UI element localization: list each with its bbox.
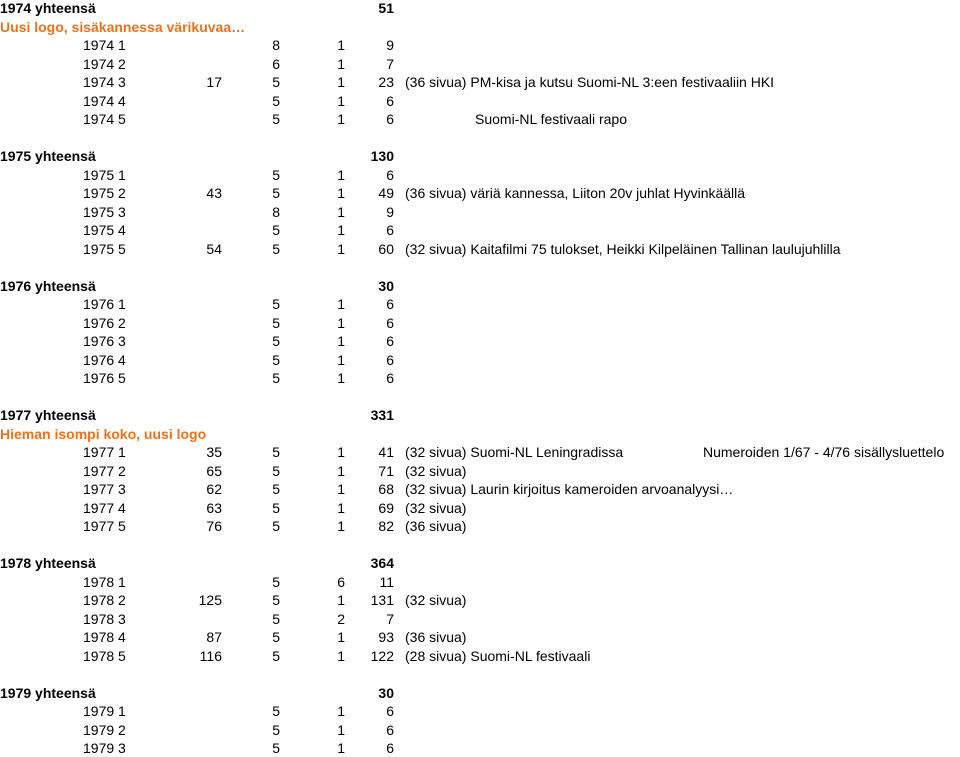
year-total-row <box>0 0 960 17</box>
issue-b-cell: 5 <box>272 499 280 516</box>
issue-desc1-cell: (36 sivua) <box>405 518 467 534</box>
year-total-label: 1974 yhteensä <box>0 0 96 16</box>
issue-c-cell: 6 <box>337 573 345 590</box>
issue-row <box>0 240 960 258</box>
issue-row <box>0 591 960 609</box>
issue-b-cell: 5 <box>272 647 280 664</box>
issue-b-cell: 5 <box>272 240 280 257</box>
issue-id-cell: 1976 1 <box>83 296 126 312</box>
issue-c-cell: 1 <box>337 92 345 109</box>
issue-desc3-cell: Numeroiden 1/67 - 4/76 sisällysluettelo <box>703 444 945 460</box>
year-note-row <box>0 18 960 36</box>
issue-c-cell: 1 <box>337 518 345 534</box>
year-note: Uusi logo, sisäkannessa värikuvaa… <box>0 18 246 35</box>
issue-b-cell: 5 <box>272 481 280 497</box>
blank-row <box>0 258 960 276</box>
issue-b-cell: 6 <box>272 55 280 72</box>
issue-c-cell: 1 <box>337 647 345 664</box>
issue-d-cell: 6 <box>386 166 394 183</box>
issue-id-cell: 1975 4 <box>83 222 126 238</box>
issue-id-cell: 1976 5 <box>83 370 126 386</box>
blank-row <box>0 536 960 554</box>
year-total-row <box>0 554 960 572</box>
issue-b-cell: 5 <box>272 314 280 331</box>
issue-d-cell: 9 <box>386 37 394 53</box>
issue-row <box>0 480 960 498</box>
issue-a-cell: 63 <box>206 499 222 516</box>
issue-desc1-cell: (36 sivua) <box>405 629 467 645</box>
issue-b-cell: 5 <box>272 629 280 645</box>
issue-row <box>0 573 960 591</box>
issue-a-cell: 17 <box>206 74 222 90</box>
issue-d-cell: 6 <box>386 370 394 386</box>
issue-id-cell: 1978 2 <box>83 592 126 608</box>
issue-row <box>0 295 960 313</box>
issue-b-cell: 5 <box>272 296 280 312</box>
issue-d-cell: 6 <box>386 703 394 719</box>
year-total-value: 30 <box>378 684 394 701</box>
issue-b-cell: 5 <box>272 518 280 534</box>
issue-id-cell: 1976 4 <box>83 351 126 368</box>
issue-b-cell: 5 <box>272 351 280 368</box>
issue-d-cell: 131 <box>370 592 394 608</box>
issue-id-cell: 1974 5 <box>83 111 126 127</box>
year-total-row <box>0 684 960 702</box>
blank-row <box>0 665 960 683</box>
issue-id-cell: 1978 3 <box>83 610 126 627</box>
issue-c-cell: 1 <box>337 721 345 738</box>
issue-c-cell: 1 <box>337 444 345 460</box>
issue-a-cell: 116 <box>199 647 222 664</box>
issue-row <box>0 314 960 332</box>
issue-c-cell: 1 <box>337 203 345 220</box>
year-total-value: 331 <box>370 407 394 423</box>
issue-d-cell: 6 <box>386 333 394 349</box>
year-total-row <box>0 147 960 165</box>
issue-a-cell: 76 <box>206 518 222 534</box>
issue-id-cell: 1979 2 <box>83 721 126 738</box>
issue-row <box>0 499 960 517</box>
issue-id-cell: 1979 3 <box>83 740 126 756</box>
issue-row <box>0 55 960 73</box>
issue-d-cell: 68 <box>378 481 394 497</box>
issue-id-cell: 1977 4 <box>83 499 126 516</box>
year-total-label: 1979 yhteensä <box>0 684 96 701</box>
issue-id-cell: 1978 5 <box>83 647 126 664</box>
issue-desc1-cell: (32 sivua) <box>405 462 467 479</box>
year-total-value: 30 <box>378 277 394 294</box>
year-total-label: 1975 yhteensä <box>0 148 96 164</box>
issue-b-cell: 5 <box>272 444 280 460</box>
issue-row <box>0 369 960 387</box>
issue-desc1-cell: (28 sivua) Suomi-NL festivaali <box>405 647 591 664</box>
issue-desc1-cell: (36 sivua) PM-kisa ja kutsu Suomi-NL 3:een festivaaliin HKI <box>405 74 775 90</box>
year-total-label: 1977 yhteensä <box>0 407 96 423</box>
year-total-row <box>0 406 960 424</box>
issue-c-cell: 1 <box>337 185 345 201</box>
issue-d-cell: 6 <box>386 351 394 368</box>
issue-id-cell: 1975 3 <box>83 203 126 220</box>
issue-desc1-cell: (32 sivua) Laurin kirjoitus kameroiden arvoanalyysi… <box>405 481 734 497</box>
blank-row <box>0 388 960 406</box>
issue-b-cell: 8 <box>272 203 280 220</box>
issue-desc1-cell: (32 sivua) Kaitafilmi 75 tulokset, Heikki Kilpeläinen Tallinan laulujuhlilla <box>405 240 841 257</box>
issue-c-cell: 1 <box>337 481 345 497</box>
year-total-label: 1976 yhteensä <box>0 277 96 294</box>
issue-id-cell: 1979 1 <box>83 703 126 719</box>
issue-row <box>0 184 960 202</box>
issue-d-cell: 122 <box>370 647 394 664</box>
issue-b-cell: 5 <box>272 333 280 349</box>
issue-d-cell: 93 <box>378 629 394 645</box>
issue-c-cell: 1 <box>337 462 345 479</box>
issue-c-cell: 1 <box>337 240 345 257</box>
issue-id-cell: 1974 2 <box>83 55 126 72</box>
issue-a-cell: 65 <box>206 462 222 479</box>
issue-c-cell: 1 <box>337 296 345 312</box>
issue-id-cell: 1977 1 <box>83 444 126 460</box>
issue-row <box>0 739 960 757</box>
issue-row <box>0 166 960 184</box>
issue-row <box>0 443 960 461</box>
issue-id-cell: 1976 2 <box>83 314 126 331</box>
issue-b-cell: 5 <box>272 222 280 238</box>
issue-c-cell: 1 <box>337 55 345 72</box>
issue-c-cell: 1 <box>337 37 345 53</box>
issue-d-cell: 7 <box>386 55 394 72</box>
issue-d-cell: 9 <box>386 203 394 220</box>
issue-id-cell: 1974 1 <box>83 37 126 53</box>
issue-row <box>0 92 960 110</box>
issue-d-cell: 69 <box>378 499 394 516</box>
issue-b-cell: 5 <box>272 185 280 201</box>
issue-d-cell: 7 <box>386 610 394 627</box>
issue-d-cell: 11 <box>379 573 394 590</box>
issue-c-cell: 1 <box>337 592 345 608</box>
issue-id-cell: 1976 3 <box>83 333 126 349</box>
issue-row <box>0 517 960 535</box>
issue-desc2-cell: Suomi-NL festivaali rapo <box>475 111 627 127</box>
issue-c-cell: 1 <box>337 111 345 127</box>
issue-d-cell: 23 <box>378 74 394 90</box>
issue-b-cell: 5 <box>272 74 280 90</box>
issue-d-cell: 6 <box>386 314 394 331</box>
issue-d-cell: 6 <box>386 740 394 756</box>
year-total-row <box>0 277 960 295</box>
issue-desc1-cell: (36 sivua) väriä kannessa, Liiton 20v juhlat Hyvinkäällä <box>405 185 746 201</box>
issue-c-cell: 1 <box>337 499 345 516</box>
issue-b-cell: 5 <box>272 703 280 719</box>
issue-row <box>0 36 960 54</box>
issue-c-cell: 1 <box>337 370 345 386</box>
issue-c-cell: 1 <box>337 166 345 183</box>
issue-id-cell: 1975 1 <box>83 166 126 183</box>
issue-row <box>0 332 960 350</box>
issue-b-cell: 8 <box>272 37 280 53</box>
issue-b-cell: 5 <box>272 370 280 386</box>
issue-id-cell: 1975 2 <box>83 185 126 201</box>
issue-row <box>0 221 960 239</box>
issue-b-cell: 5 <box>272 166 280 183</box>
issue-c-cell: 1 <box>337 333 345 349</box>
issue-row <box>0 203 960 221</box>
issue-row <box>0 110 960 128</box>
issue-id-cell: 1978 1 <box>83 573 126 590</box>
issue-d-cell: 49 <box>378 185 394 201</box>
issue-id-cell: 1978 4 <box>83 629 126 645</box>
issue-row <box>0 73 960 91</box>
issue-d-cell: 41 <box>378 444 394 460</box>
issue-c-cell: 1 <box>337 74 345 90</box>
issue-row <box>0 702 960 720</box>
issue-row <box>0 351 960 369</box>
year-note-row <box>0 425 960 443</box>
issue-b-cell: 5 <box>272 573 280 590</box>
issue-row <box>0 721 960 739</box>
year-total-value: 51 <box>378 0 394 16</box>
issue-d-cell: 6 <box>386 721 394 738</box>
issue-b-cell: 5 <box>272 740 280 756</box>
issue-a-cell: 43 <box>206 185 222 201</box>
issue-c-cell: 1 <box>337 314 345 331</box>
issue-row <box>0 610 960 628</box>
issue-a-cell: 35 <box>206 444 222 460</box>
issue-id-cell: 1977 3 <box>83 481 126 497</box>
issue-b-cell: 5 <box>272 721 280 738</box>
issue-d-cell: 82 <box>378 518 394 534</box>
issue-a-cell: 87 <box>206 629 222 645</box>
issue-b-cell: 5 <box>272 92 280 109</box>
issue-b-cell: 5 <box>272 111 280 127</box>
issue-row <box>0 647 960 665</box>
issue-id-cell: 1974 3 <box>83 74 126 90</box>
issue-d-cell: 6 <box>386 222 394 238</box>
issue-a-cell: 54 <box>206 240 222 257</box>
issue-a-cell: 62 <box>206 481 222 497</box>
issue-d-cell: 6 <box>386 111 394 127</box>
issue-id-cell: 1977 5 <box>83 518 126 534</box>
issue-c-cell: 1 <box>337 222 345 238</box>
issue-c-cell: 2 <box>337 610 345 627</box>
year-total-value: 364 <box>370 555 394 571</box>
blank-row <box>0 129 960 147</box>
issue-c-cell: 1 <box>337 703 345 719</box>
issue-desc1-cell: (32 sivua) <box>405 592 467 608</box>
issue-id-cell: 1975 5 <box>83 240 126 257</box>
issue-b-cell: 5 <box>272 462 280 479</box>
issue-desc1-cell: (32 sivua) Suomi-NL Leningradissa <box>405 444 624 460</box>
issue-id-cell: 1974 4 <box>83 92 126 109</box>
issue-b-cell: 5 <box>272 610 280 627</box>
issue-d-cell: 71 <box>378 462 394 479</box>
year-total-value: 130 <box>370 148 394 164</box>
issue-d-cell: 6 <box>386 296 394 312</box>
issue-a-cell: 125 <box>198 592 222 608</box>
year-total-label: 1978 yhteensä <box>0 555 96 571</box>
issue-c-cell: 1 <box>337 629 345 645</box>
issue-desc1-cell: (32 sivua) <box>405 499 467 516</box>
year-note: Hieman isompi koko, uusi logo <box>0 425 207 442</box>
issue-b-cell: 5 <box>272 592 280 608</box>
issue-c-cell: 1 <box>337 351 345 368</box>
issue-row <box>0 628 960 646</box>
issue-d-cell: 60 <box>378 240 394 257</box>
issue-c-cell: 1 <box>337 740 345 756</box>
issue-row <box>0 462 960 480</box>
issue-id-cell: 1977 2 <box>83 462 126 479</box>
issue-d-cell: 6 <box>386 92 394 109</box>
